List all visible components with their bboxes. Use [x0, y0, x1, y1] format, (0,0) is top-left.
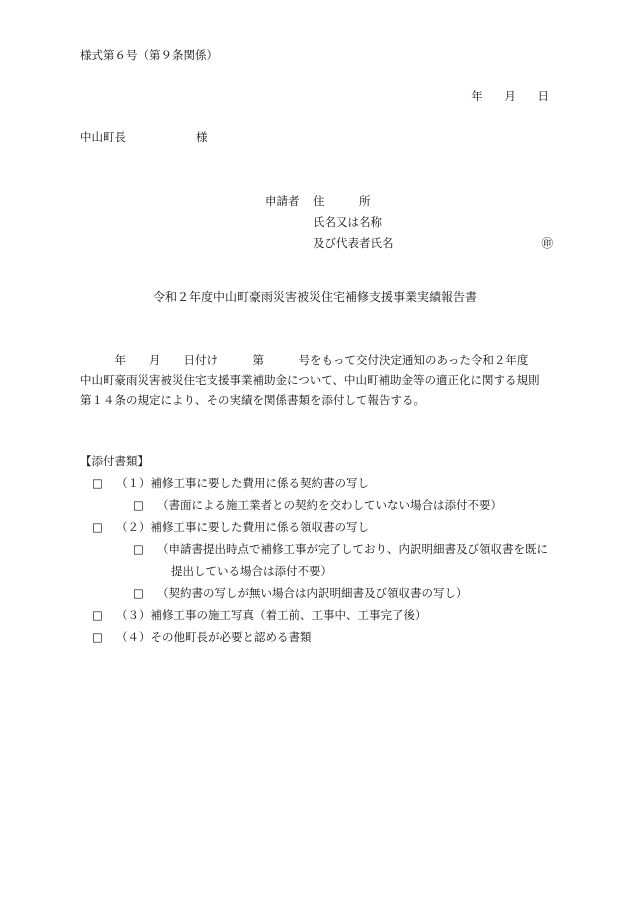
attachment-item: □ （１）補修工事に要した費用に係る契約書の写し [80, 472, 548, 494]
attachment-subitem: □ （申請書提出時点で補修工事が完了しており、内訳明細書及び領収書を既に [80, 538, 548, 560]
checkbox-icon[interactable]: □ [92, 520, 103, 534]
attachment-item: □ （４）その他町長が必要と認める書類 [80, 626, 548, 648]
attachment-item: □ （２）補修工事に要した費用に係る領収書の写し [80, 516, 548, 538]
report-body [80, 350, 550, 410]
date-month: 月 [504, 89, 516, 103]
addressee [80, 132, 208, 144]
representative-label: 及び代表者氏名 [313, 235, 394, 250]
date-day: 日 [537, 89, 549, 103]
attachments-section [80, 450, 548, 648]
date-year: 年 [471, 89, 483, 103]
date-line [453, 91, 549, 103]
document-title: 令和２年度中山町豪雨災害被災住宅補修支援事業実績報告書 [152, 290, 477, 304]
applicant-block [265, 191, 553, 254]
applicant-role-label: 申請者 [265, 193, 300, 208]
checkbox-icon[interactable]: □ [133, 498, 144, 512]
address-label: 住 所 [313, 193, 371, 208]
name-label: 氏名又は名称 [313, 214, 382, 229]
seal-mark: ㊞ [541, 235, 553, 250]
checkbox-icon[interactable]: □ [133, 542, 144, 556]
body-line-2: 中山町豪雨災害被災住宅支援事業補助金について、中山町補助金等の適正化に関する規則 [80, 373, 540, 387]
addressee-honorific: 様 [196, 130, 208, 144]
checkbox-icon[interactable]: □ [92, 608, 103, 622]
addressee-name: 中山町長 [80, 130, 126, 144]
attachment-subitem: □ （書面による施工業者との契約を交わしていない場合は添付不要） [80, 494, 548, 516]
body-line-3: 第１４条の規定により、その実績を関係書類を添付して報告する。 [80, 393, 425, 407]
body-line-1: 年 月 日付け 第 号をもって交付決定通知のあった令和２年度 [80, 353, 529, 367]
attachments-heading: 【添付書類】 [80, 454, 149, 468]
attachment-subitem: □ （契約書の写しが無い場合は内訳明細書及び領収書の写し） [80, 582, 548, 604]
form-number: 様式第６号（第９条関係） [80, 48, 218, 62]
attachment-item: □ （３）補修工事の施工写真（着工前、工事中、工事完了後） [80, 604, 548, 626]
checkbox-icon[interactable]: □ [92, 630, 103, 644]
attachment-subitem-continuation: 提出している場合は添付不要） [171, 564, 332, 578]
checkbox-icon[interactable]: □ [92, 476, 103, 490]
checkbox-icon[interactable]: □ [133, 586, 144, 600]
